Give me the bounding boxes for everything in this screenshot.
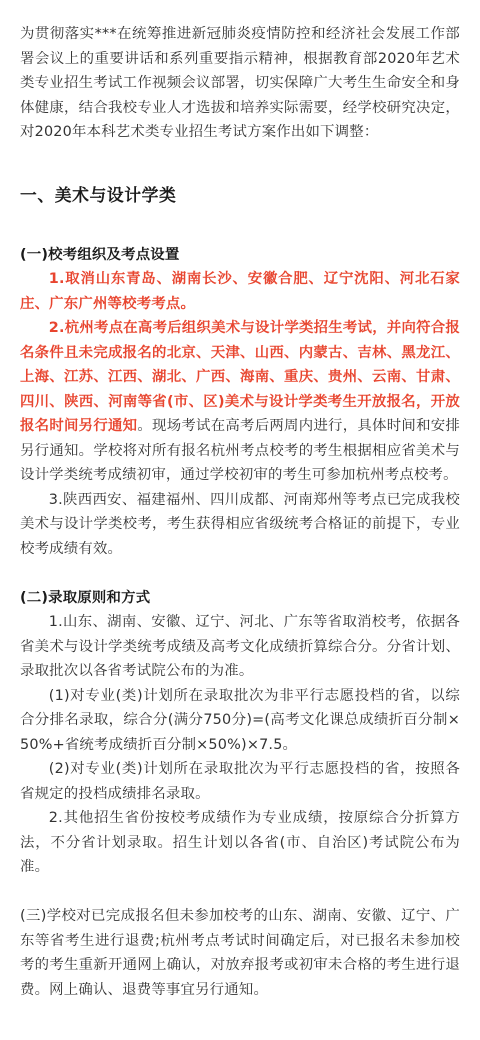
section-title-art-design: 一、美术与设计学类 <box>20 184 177 205</box>
spacer <box>20 561 460 586</box>
refund-paragraph: (三)学校对已完成报名但未参加校考的山东、湖南、安徽、辽宁、广东等省考生进行退费;杭州考点考试时间确定后，对已报名未参加校考的考生重新开通网上确认，对放弃报考或初审未合格的考生进行退费。网上确认、退费等事宜另行通知。 <box>20 908 460 998</box>
other-provinces-paragraph: 2.其他招生省份按校考成绩作为专业成绩，按原综合分折算方法，不分省计划录取。招生计划以各省(市、自治区)考试院公布为准。 <box>20 810 460 875</box>
hangzhou-exam-details: 。现场考试在高考后两周内进行，具体时间和安排另行通知。学校将对所有报名杭州考点校考的考生根据相应省美术与设计学类统考成绩初审，通过学校初审的考生可参加杭州考点校考。 <box>20 418 460 483</box>
cancelled-provinces-paragraph: 1.山东、湖南、安徽、辽宁、河北、广东等省取消校考，依据各省美术与设计学类统考成绩及高考文化成绩折算综合分。分省计划、录取批次以各省考试院公布的为准。 <box>20 614 460 679</box>
parallel-admission-paragraph: (2)对专业(类)计划所在录取批次为平行志愿投档的省，按照各省规定的投档成绩排名录取。 <box>20 761 460 802</box>
hangzhou-exam-site-paragraph <box>20 316 460 488</box>
subsection-heading-exam-organization: (一)校考组织及考点设置 <box>20 246 180 263</box>
cancelled-exam-sites-paragraph: 1.取消山东青岛、湖南长沙、安徽合肥、辽宁沈阳、河北石家庄、广东广州等校考考点。 <box>20 271 460 312</box>
intro-paragraph: 为贯彻落实***在统筹推进新冠肺炎疫情防控和经济社会发展工作部署会议上的重要讲话和系列重要指示精神，根据教育部2020年艺术类专业招生考试工作视频会议部署，切实保障广大考生生命安全和身体健康，结合我校专业人才选拔和培养实际需要，经学校研究决定，对2020年本科艺术类专业招生考试方案作出如下调整： <box>20 26 460 140</box>
completed-exam-sites-paragraph: 3.陕西西安、福建福州、四川成都、河南郑州等考点已完成我校美术与设计学类校考，考生获得相应省级统考合格证的前提下，专业校考成绩有效。 <box>20 491 460 557</box>
non-parallel-admission-paragraph: (1)对专业(类)计划所在录取批次为非平行志愿投档的省，以综合分排名录取，综合分(满分750分)=(高考文化课总成绩折百分制×50%+省统考成绩折百分制×50%)×7.5。 <box>20 687 460 753</box>
hangzhou-registration-notice: 2.杭州考点在高考后组织美术与设计学类招生考试，并向符合报名条件且未完成报名的北京、天津、山西、内蒙古、吉林、黑龙江、上海、江苏、江西、湖北、广西、海南、重庆、贵州、云南、甘肃、四川、陕西、河南等省(市、区)美术与设计学类考生开放报名，开放报名时间另行通知 <box>20 320 460 434</box>
subsection-heading-admission-principles: (二)录取原则和方式 <box>20 589 151 606</box>
spacer <box>20 880 460 905</box>
